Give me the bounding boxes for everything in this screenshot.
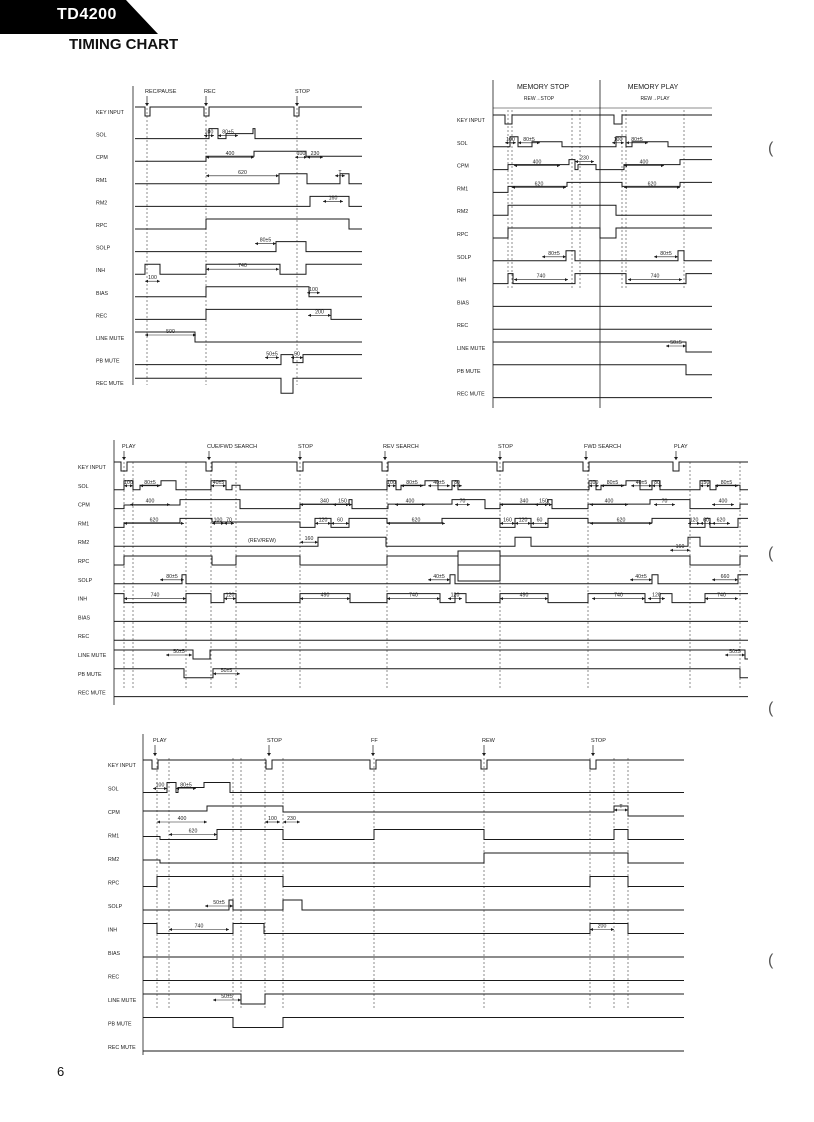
timing-label: 80±5: [631, 136, 643, 143]
rpc-label: RPC: [96, 223, 108, 229]
arrow-head: [735, 484, 738, 487]
arrow-head: [712, 522, 715, 525]
arrow-head: [340, 200, 343, 203]
arrow-head: [654, 255, 657, 258]
event-label: STOP: [298, 444, 313, 450]
timing-label: 400: [225, 151, 235, 158]
event-label: CUE/FWD SEARCH: [207, 444, 258, 450]
arrow-head: [235, 134, 238, 137]
rec-mute-label: REC MUTE: [108, 1045, 136, 1051]
rpc-label: RPC: [108, 880, 120, 887]
arrow-head: [237, 672, 240, 675]
rm2-label: RM2: [96, 200, 108, 207]
event-label: PLAY: [122, 444, 136, 450]
timing-label: 340: [320, 498, 329, 505]
timing-label: 340: [519, 498, 529, 505]
event-arrow-head: [482, 753, 486, 756]
arrow-head: [157, 484, 160, 487]
cpm-waveform: [114, 500, 748, 509]
timing-label: 50: [294, 351, 300, 358]
rec-mute-label: REC MUTE: [78, 690, 106, 697]
timing-label: 120: [225, 592, 235, 599]
event-label: REW: [482, 738, 495, 744]
arrow-head: [514, 278, 517, 281]
arrow-head: [428, 484, 431, 487]
rec-label: REC: [78, 634, 90, 641]
timing-label: 40±5: [433, 573, 445, 580]
timing-label: 50±5: [670, 340, 682, 346]
timing-label: 230: [580, 155, 589, 162]
arrow-head: [731, 503, 734, 506]
solp-label: SOLP: [78, 577, 93, 584]
rec-mute-label: REC MUTE: [457, 391, 485, 398]
binding-mark: (: [768, 952, 774, 969]
timing-label: 620: [238, 169, 247, 176]
rm2-waveform: [493, 205, 712, 215]
rpc-label: RPC: [457, 232, 469, 238]
timing-label: 160: [304, 536, 314, 543]
timing-label: 620: [534, 181, 544, 188]
rm1-label: RM1: [457, 186, 469, 193]
timing-label: 40±5: [635, 479, 648, 486]
arrow-head: [467, 503, 470, 506]
event-arrow-head: [122, 457, 126, 460]
pb-mute-label: PB MUTE: [457, 368, 481, 375]
timing-label: 80: [454, 479, 460, 486]
arrow-head: [447, 484, 450, 487]
binding-mark: (: [768, 545, 774, 562]
timing-label: 100: [148, 275, 157, 282]
arrow-head: [628, 278, 631, 281]
rpc-waveform: [114, 556, 748, 565]
timing-label: 80±5: [720, 479, 733, 486]
timing-label: 490: [519, 592, 529, 599]
timing-label: 500: [166, 329, 175, 335]
rm1-waveform: [114, 518, 748, 527]
timing-label: 620: [188, 828, 198, 835]
event-arrow-head: [207, 457, 211, 460]
cpm-waveform: [143, 806, 684, 816]
timing-label: 740: [650, 273, 660, 280]
event-arrow-head: [298, 457, 302, 460]
event-label: STOP: [267, 738, 282, 744]
event-arrow-head: [153, 753, 157, 756]
timing-label: 740: [717, 592, 726, 599]
event-arrow-head: [584, 457, 588, 460]
arrow-head: [213, 999, 216, 1002]
arrow-head: [455, 503, 458, 506]
cpm-waveform: [135, 151, 362, 161]
event-arrow-head: [204, 103, 208, 106]
rec-label: REC: [96, 313, 108, 320]
arrow-head: [428, 578, 431, 581]
pb-mute-label: PB MUTE: [108, 1021, 132, 1028]
timing-label: 100: [213, 517, 223, 524]
timing-label: 120: [652, 592, 661, 599]
pb-mute-label: PB MUTE: [78, 671, 102, 678]
arrow-head: [590, 503, 593, 506]
solp-label: SOLP: [108, 904, 123, 910]
rec-label: REC: [457, 323, 469, 330]
timing-label: T: [619, 804, 623, 810]
timing-label: 100: [155, 782, 165, 789]
timing-label: 70: [226, 517, 232, 524]
event-arrow-head: [383, 457, 387, 460]
timing-label: 740: [238, 263, 247, 270]
arrow-head: [297, 821, 300, 824]
solp-waveform: [493, 251, 712, 261]
timing-label: 80±5: [259, 237, 272, 244]
timing-label: 60: [337, 517, 343, 524]
arrow-head: [189, 654, 192, 657]
inh-label: INH: [457, 277, 467, 284]
sol-waveform: [135, 129, 362, 139]
arrow-head: [422, 503, 425, 506]
arrow-head: [283, 821, 286, 824]
arrow-head: [648, 597, 651, 600]
sol-label: SOL: [108, 786, 119, 793]
timing-label: 40±5: [433, 479, 445, 486]
rpc-block: [458, 551, 500, 581]
arrow-head: [591, 160, 594, 163]
sol-label: SOL: [78, 483, 89, 490]
bias-waveform: [135, 287, 362, 297]
rm1-label: RM1: [96, 177, 108, 184]
inh-label: INH: [108, 927, 118, 934]
timing-label: 160: [675, 544, 685, 551]
timing-label: 200: [315, 309, 324, 316]
event-label: REC/PAUSE: [145, 89, 177, 95]
key-input-waveform: [135, 107, 362, 116]
arrow-head: [157, 280, 160, 283]
arrow-head: [565, 278, 568, 281]
arrow-head: [206, 174, 209, 177]
inh-label: INH: [96, 268, 106, 275]
event-arrow-head: [371, 753, 375, 756]
sol-waveform: [143, 783, 684, 793]
key-input-label: KEY INPUT: [457, 118, 485, 124]
arrow-head: [662, 597, 665, 600]
timing-label: 740: [150, 592, 160, 599]
arrow-head: [735, 597, 738, 600]
line-mute-label: LINE MUTE: [78, 653, 107, 659]
arrow-head: [169, 928, 172, 931]
arrow-head: [160, 578, 163, 581]
rm2-waveform: [114, 537, 748, 546]
timing-label: 60: [536, 517, 543, 524]
timing-label: 50±5: [266, 351, 278, 358]
timing-label: 100: [387, 479, 396, 486]
bias-label: BIAS: [96, 290, 109, 297]
rec-mute-label: REC MUTE: [96, 381, 124, 388]
arrow-head: [687, 549, 690, 552]
timing-label: 620: [411, 517, 421, 524]
rm1-label: RM1: [78, 521, 90, 528]
timing-label: 660: [720, 573, 730, 580]
timing-label: 100: [204, 129, 214, 136]
timing-label: 150: [700, 479, 710, 486]
event-sublabel: REW→PLAY: [640, 96, 670, 102]
timing-label: 80±5: [222, 129, 234, 136]
model-label: TD4200: [57, 6, 117, 23]
arrow-head: [181, 522, 184, 525]
solp-label: SOLP: [96, 245, 111, 252]
event-arrow-head: [591, 753, 595, 756]
event-label: REC: [204, 89, 216, 95]
rec-label: REC: [108, 974, 120, 981]
timing-label: 100: [506, 136, 515, 143]
timing-label: 400: [718, 498, 728, 505]
timing-label: 120: [450, 592, 460, 599]
timing-label: 100: [589, 479, 599, 486]
event-label: MEMORY STOP: [516, 84, 570, 91]
arrow-head: [679, 278, 682, 281]
rpc-label: RPC: [78, 559, 90, 565]
arrow-head: [255, 242, 258, 245]
timing-label: 400: [604, 498, 614, 505]
timing-label: 150: [338, 498, 347, 505]
timing-label: 80±5: [406, 479, 418, 486]
event-arrow-head: [674, 457, 678, 460]
pb-mute-waveform: [493, 365, 712, 375]
page-title: TIMING CHART: [69, 36, 179, 53]
arrow-head: [666, 345, 669, 348]
event-label: STOP: [498, 444, 513, 450]
event-label: MEMORY PLAY: [627, 84, 679, 91]
arrow-head: [630, 578, 633, 581]
timing-label: 80±5: [523, 136, 535, 143]
event-arrow-head: [145, 103, 149, 106]
rm1-label: RM1: [108, 833, 120, 840]
binding-mark: (: [768, 700, 774, 717]
timing-label: 120: [318, 517, 328, 524]
event-sublabel: REW→STOP: [523, 96, 555, 102]
rec-waveform: [135, 309, 362, 319]
timing-label: 620: [716, 517, 726, 524]
rm1-waveform: [143, 830, 684, 840]
timing-label: 620: [149, 517, 159, 524]
arrow-head: [712, 578, 715, 581]
cpm-waveform: [493, 160, 712, 170]
timing-label: 80±5: [180, 782, 192, 789]
key-input-label: KEY INPUT: [78, 465, 106, 471]
timing-label: 400: [145, 498, 155, 505]
arrow-head: [166, 654, 169, 657]
arrow-head: [204, 821, 207, 824]
arrow-head: [592, 597, 595, 600]
arrow-head: [542, 255, 545, 258]
timing-label: 80: [654, 479, 660, 486]
timing-label: 70: [661, 498, 668, 505]
timing-label: 230: [310, 151, 320, 158]
timing-label: 70: [459, 498, 466, 505]
timing-label: 40±5: [635, 573, 647, 580]
bias-label: BIAS: [108, 951, 121, 957]
rm2-waveform: [143, 853, 684, 863]
rpc-waveform: [493, 228, 712, 238]
event-label: STOP: [591, 738, 606, 744]
timing-label: 100: [268, 816, 277, 822]
timing-label: 50±5: [220, 667, 233, 674]
bias-label: BIAS: [457, 300, 470, 307]
timing-label: 400: [532, 159, 542, 166]
timing-label: 100: [124, 479, 133, 486]
timing-label: 60: [703, 517, 709, 524]
arrow-head: [333, 503, 336, 506]
timing-label: 400: [639, 159, 649, 166]
arrow-head: [442, 522, 445, 525]
timing-label: 50±5: [221, 994, 233, 1000]
arrow-head: [727, 522, 730, 525]
arrow-head: [712, 503, 715, 506]
key-input-label: KEY INPUT: [108, 763, 136, 769]
cpm-label: CPM: [96, 155, 108, 162]
rec-mute-waveform: [135, 378, 362, 393]
key-input-waveform: [143, 760, 684, 769]
arrow-head: [130, 503, 133, 506]
arrow-head: [621, 484, 624, 487]
event-arrow-head: [498, 457, 502, 460]
timing-label: 740: [194, 923, 204, 930]
timing-label: 400: [405, 498, 415, 505]
bias-label: BIAS: [78, 615, 91, 622]
line-mute-label: LINE MUTE: [457, 346, 486, 352]
arrow-head: [725, 654, 728, 657]
timing-label: 120: [518, 517, 528, 524]
timing-label: 160: [503, 517, 512, 524]
arrow-head: [167, 503, 170, 506]
timing-label: 200: [597, 923, 607, 930]
arrow-head: [323, 200, 326, 203]
timing-label: 80±5: [606, 479, 619, 486]
inh-label: INH: [78, 596, 88, 603]
event-label: FF: [371, 738, 378, 744]
timing-label: 50±5: [173, 649, 185, 655]
event-arrow-head: [295, 103, 299, 106]
key-input-waveform: [493, 115, 712, 124]
page-number: 6: [57, 1064, 65, 1079]
timing-label: 230: [287, 816, 296, 822]
pb-mute-label: PB MUTE: [96, 358, 120, 365]
sol-label: SOL: [457, 140, 468, 147]
timing-label: 100: [309, 286, 318, 293]
arrow-head: [205, 905, 208, 908]
timing-label: 80±5: [166, 573, 178, 580]
event-label: FWD SEARCH: [584, 444, 621, 450]
timing-label: 80±5: [144, 479, 156, 486]
timing-label: 80±5: [548, 250, 560, 257]
event-label: PLAY: [674, 444, 688, 450]
event-label: REV SEARCH: [383, 444, 419, 450]
arrow-head: [395, 503, 398, 506]
timing-label: 400: [177, 816, 187, 822]
event-label: STOP: [295, 89, 310, 95]
arrow-head: [157, 821, 160, 824]
cpm-label: CPM: [78, 502, 90, 509]
rm2-label: RM2: [108, 857, 120, 863]
timing-label: 160: [328, 195, 338, 202]
event-label: PLAY: [153, 738, 167, 744]
line-mute-label: LINE MUTE: [108, 998, 137, 1004]
arrow-head: [672, 503, 675, 506]
timing-label: 80±5: [660, 250, 672, 257]
rm2-label: RM2: [78, 540, 90, 547]
arrow-head: [169, 833, 172, 836]
arrow-head: [300, 541, 303, 544]
arrow-head: [342, 174, 345, 177]
sol-label: SOL: [96, 132, 107, 139]
event-arrow-head: [267, 753, 271, 756]
timing-label: 100: [296, 151, 306, 158]
timing-label: 740: [409, 592, 418, 599]
arrow-head: [420, 484, 423, 487]
key-input-label: KEY INPUT: [96, 110, 124, 116]
timing-label: 490: [320, 592, 330, 599]
timing-label: 50±5: [729, 649, 741, 655]
arrow-head: [670, 549, 673, 552]
pb-mute-waveform: [135, 355, 362, 365]
arrow-head: [625, 503, 628, 506]
key-input-waveform: [114, 462, 748, 471]
solp-label: SOLP: [457, 254, 472, 261]
cpm-label: CPM: [457, 163, 469, 170]
line-mute-label: LINE MUTE: [96, 336, 125, 342]
rm2-label: RM2: [457, 209, 469, 216]
timing-label: 50±5: [213, 900, 225, 906]
timing-label: 740: [536, 273, 546, 280]
arrow-head: [631, 484, 634, 487]
arrow-head: [459, 597, 462, 600]
rpc-waveform: [143, 877, 684, 887]
arrow-head: [611, 928, 614, 931]
line-mute-waveform: [114, 650, 748, 659]
arrow-head: [277, 821, 280, 824]
timing-label: 120: [689, 517, 699, 524]
binding-mark: (: [768, 140, 774, 157]
pb-mute-waveform: [114, 669, 748, 678]
pb-mute-waveform: [143, 1018, 684, 1028]
timing-label: 620: [647, 181, 657, 188]
timing-label: 150: [539, 498, 548, 505]
arrow-head: [308, 314, 311, 317]
timing-label: T: [338, 169, 342, 176]
rm1-waveform: [135, 174, 362, 184]
arrow-head: [535, 503, 538, 506]
cpm-label: CPM: [108, 810, 120, 816]
arrow-head: [590, 522, 593, 525]
timing-label: 740: [614, 592, 623, 599]
arrow-head: [276, 268, 279, 271]
solp-waveform: [135, 242, 362, 252]
arrow-head: [145, 334, 148, 337]
rev-rew-label: (REV/REW): [248, 538, 276, 545]
arrow-head: [226, 928, 229, 931]
timing-label: 620: [616, 517, 626, 524]
arrow-head: [654, 503, 657, 506]
rpc-waveform: [135, 219, 362, 229]
timing-label: 40±5: [212, 479, 225, 486]
timing-label: 100: [613, 136, 623, 143]
